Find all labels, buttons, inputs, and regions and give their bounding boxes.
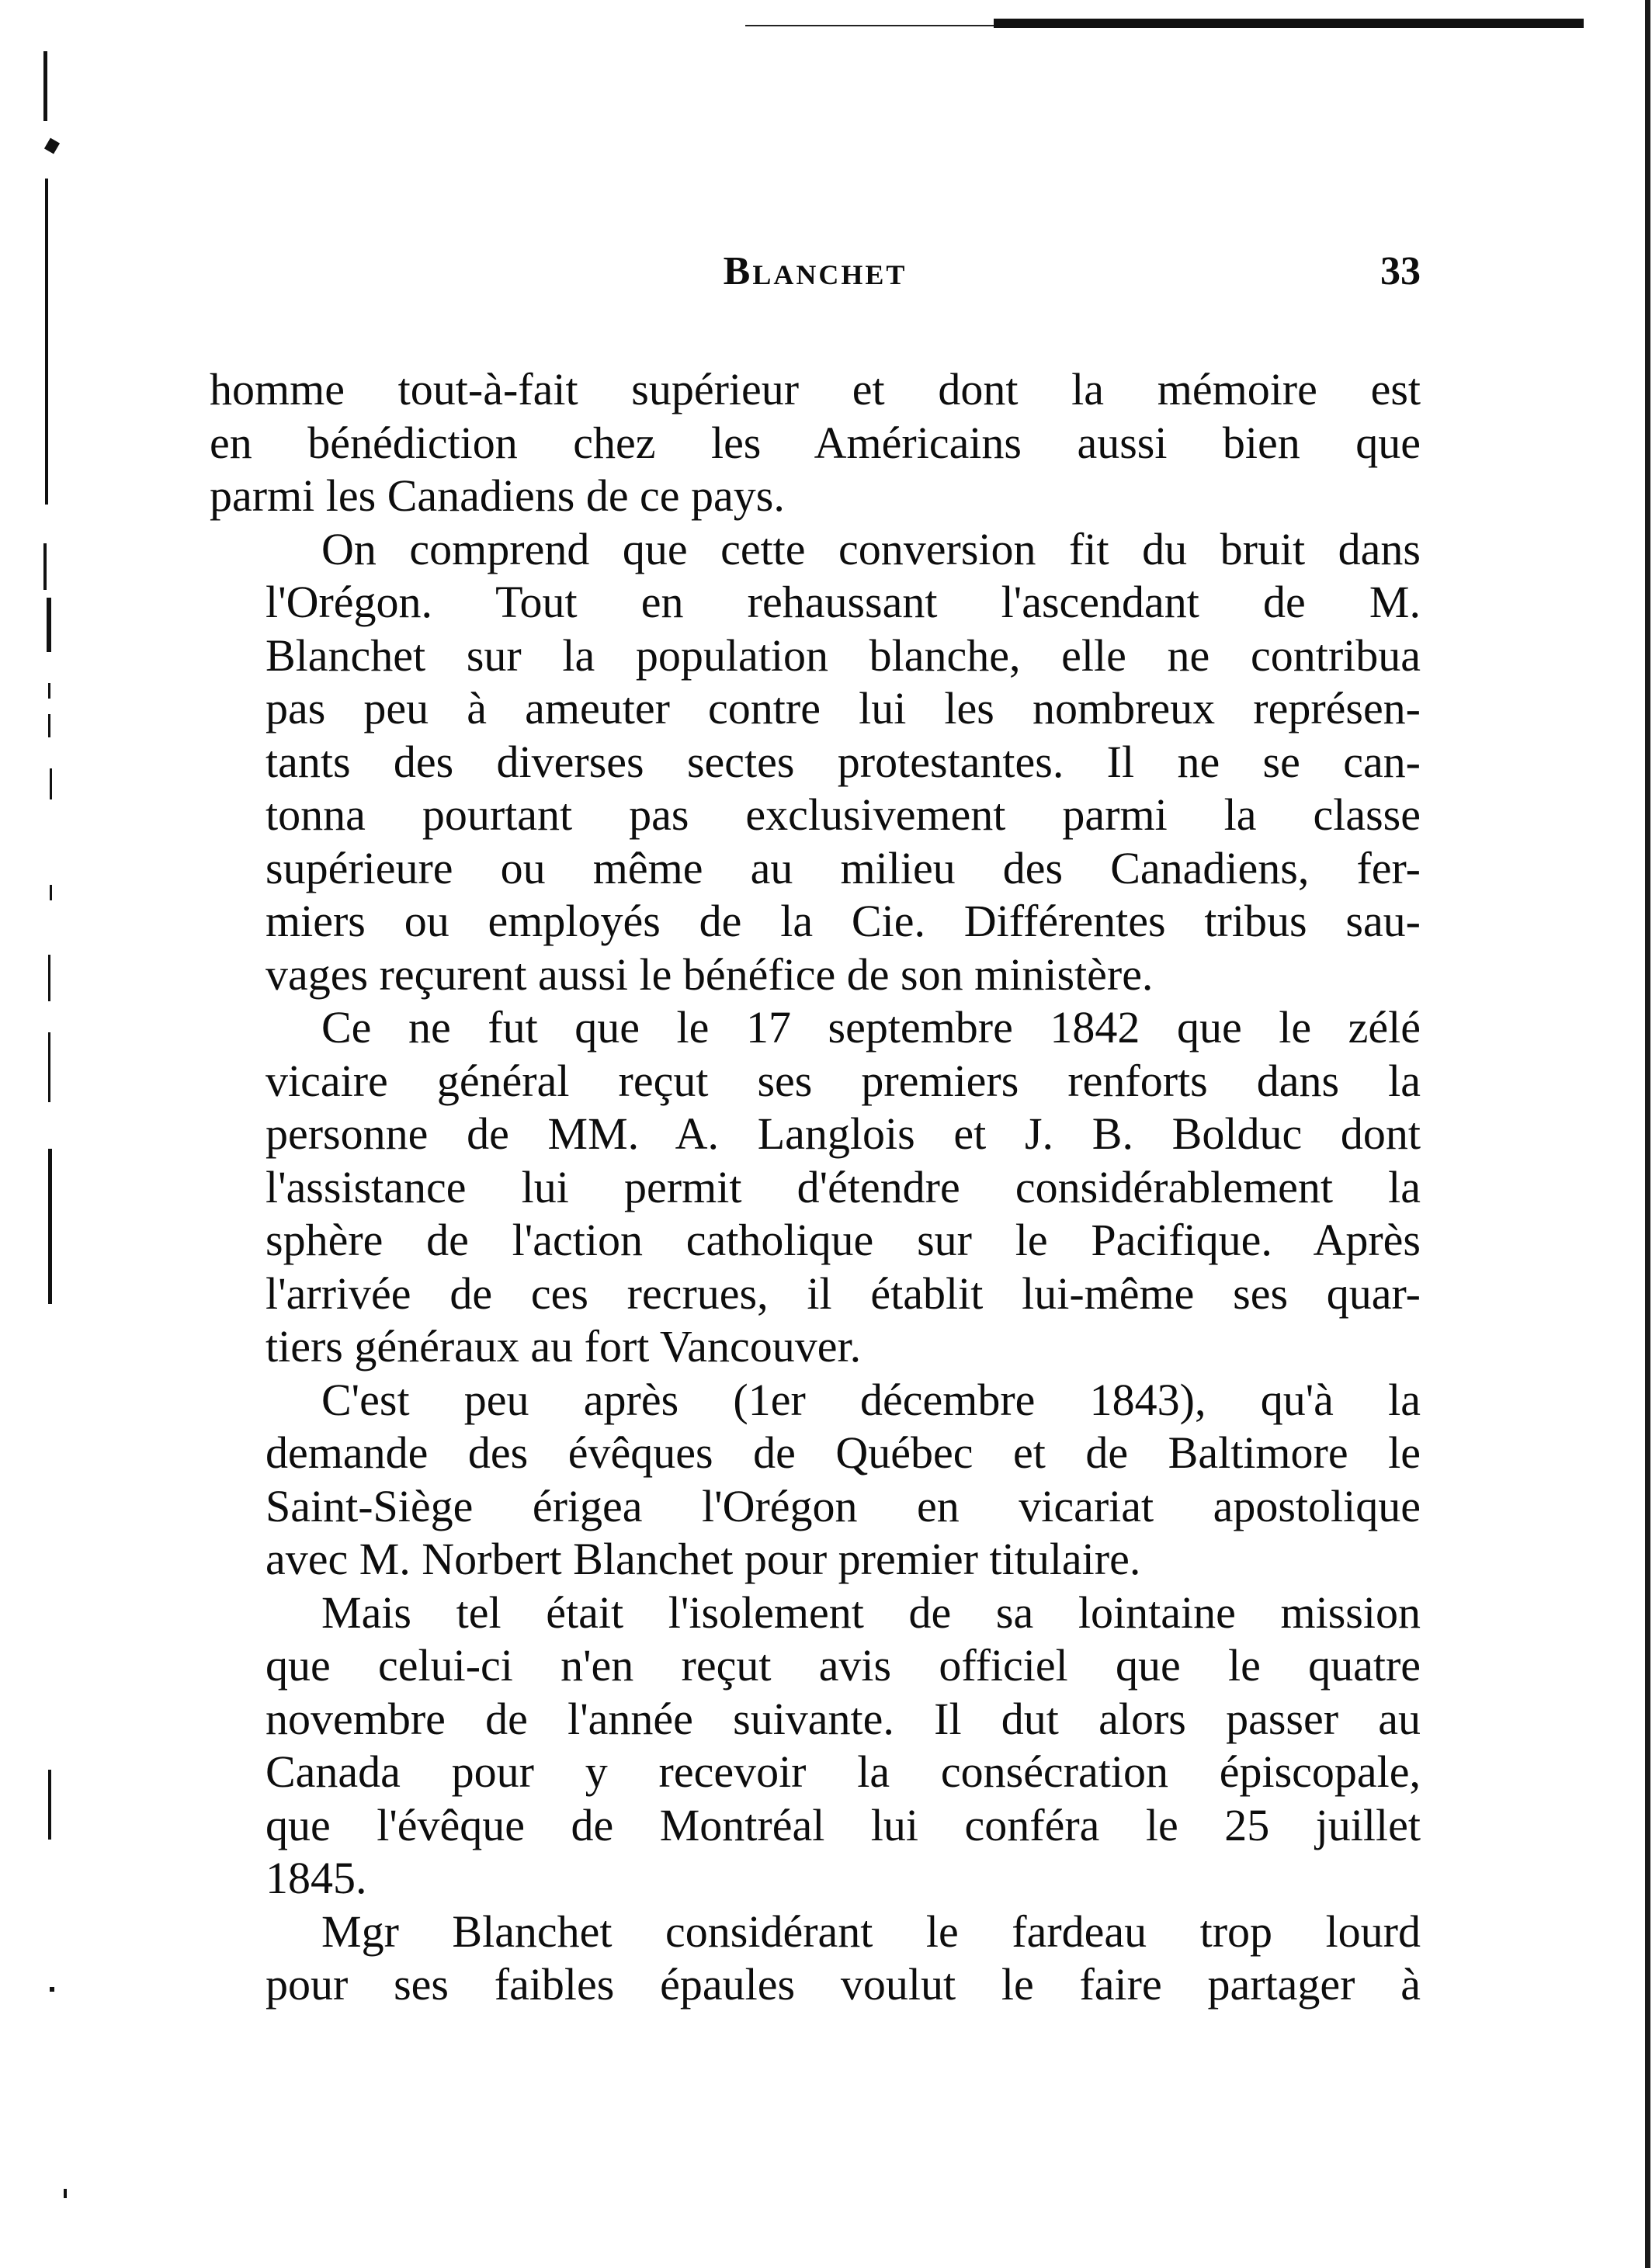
gutter-mark <box>50 885 52 900</box>
text-line: parmi les Canadiens de ce pays. <box>210 470 785 521</box>
right-page-edge <box>1645 0 1650 2268</box>
text-line: sphère de l'action catholique sur le Pacifique. Après <box>266 1215 1421 1265</box>
gutter-mark <box>48 1149 52 1304</box>
text-line: homme tout-à-fait supérieur et dont la mémoire est <box>210 364 1421 414</box>
top-rule-thick <box>994 19 1584 28</box>
text-line: que celui-ci n'en reçut avis officiel que le quatre <box>266 1640 1421 1691</box>
paragraph <box>210 1374 1421 1587</box>
text-line: Canada pour y recevoir la consécration épiscopale, <box>266 1746 1421 1797</box>
text-line: tiers généraux au fort Vancouver. <box>266 1321 862 1372</box>
paragraph <box>210 1587 1421 1906</box>
body-text <box>210 363 1421 2012</box>
gutter-mark <box>44 138 60 154</box>
text-line: Saint-Siège érigea l'Orégon en vicariat apostolique <box>266 1480 1421 1531</box>
text-line: que l'évêque de Montréal lui conféra le 25 juillet <box>266 1799 1421 1850</box>
text-line: tonna pourtant pas exclusivement parmi la classe <box>266 789 1421 840</box>
gutter-mark <box>48 1032 50 1102</box>
text-line: vicaire général reçut ses premiers renforts dans la <box>266 1055 1421 1106</box>
text-line: Blanchet sur la population blanche, elle ne contribua <box>266 629 1421 681</box>
text-line: Ce ne fut que le 17 septembre 1842 que le zélé <box>321 1002 1421 1053</box>
text-line: l'assistance lui permit d'étendre considérablement la <box>266 1161 1421 1212</box>
text-line: miers ou employés de la Cie. Différentes tribus sau- <box>266 896 1421 946</box>
text-line: C'est peu après (1er décembre 1843), qu'à la <box>321 1374 1421 1425</box>
text-line: Mgr Blanchet considérant le fardeau trop lourd <box>321 1906 1421 1957</box>
text-line: personne de MM. A. Langlois et J. B. Bolduc dont <box>266 1108 1421 1159</box>
text-line: Mais tel était l'isolement de sa lointaine mission <box>321 1587 1421 1638</box>
gutter-mark <box>45 179 48 505</box>
text-line: pas peu à ameuter contre lui les nombreux représen- <box>266 683 1421 733</box>
text-line: l'arrivée de ces recrues, il établit lui-même ses quar- <box>266 1268 1421 1319</box>
text-line: novembre de l'année suivante. Il dut alors passer au <box>266 1693 1421 1744</box>
text-line: l'Orégon. Tout en rehaussant l'ascendant de M. <box>266 577 1421 627</box>
gutter-mark <box>48 955 50 1001</box>
text-line: On comprend que cette conversion fit du bruit dans <box>321 523 1421 574</box>
page-number: 33 <box>1380 249 1421 293</box>
page-header <box>210 248 1421 326</box>
gutter-mark <box>50 1987 54 1992</box>
paragraph <box>210 363 1421 523</box>
text-line: en bénédiction chez les Américains aussi bien que <box>210 417 1421 468</box>
gutter-mark <box>48 714 50 737</box>
gutter-mark <box>64 2189 67 2198</box>
left-gutter-scan-marks <box>0 0 70 2268</box>
paragraph <box>210 1906 1421 2012</box>
gutter-mark <box>43 51 47 121</box>
paragraph <box>210 523 1421 1002</box>
text-line: demande des évêques de Québec et de Baltimore le <box>266 1427 1421 1478</box>
text-line: pour ses faibles épaules voulut le faire partager à <box>266 1959 1421 2010</box>
text-line: tants des diverses sectes protestantes. Il ne se can- <box>266 736 1421 787</box>
gutter-mark <box>48 1770 51 1840</box>
text-line: supérieure ou même au milieu des Canadiens, fer- <box>266 842 1421 893</box>
gutter-mark <box>47 598 51 652</box>
gutter-mark <box>48 683 50 699</box>
gutter-mark <box>43 543 47 590</box>
running-title: Blanchet <box>723 249 908 293</box>
text-line: vages reçurent aussi le bénéfice de son ministère. <box>266 948 1154 1000</box>
text-line: 1845. <box>266 1853 367 1903</box>
gutter-mark <box>50 768 52 799</box>
paragraph <box>210 1001 1421 1374</box>
text-line: avec M. Norbert Blanchet pour premier titulaire. <box>266 1534 1141 1584</box>
top-rule <box>745 19 1584 29</box>
